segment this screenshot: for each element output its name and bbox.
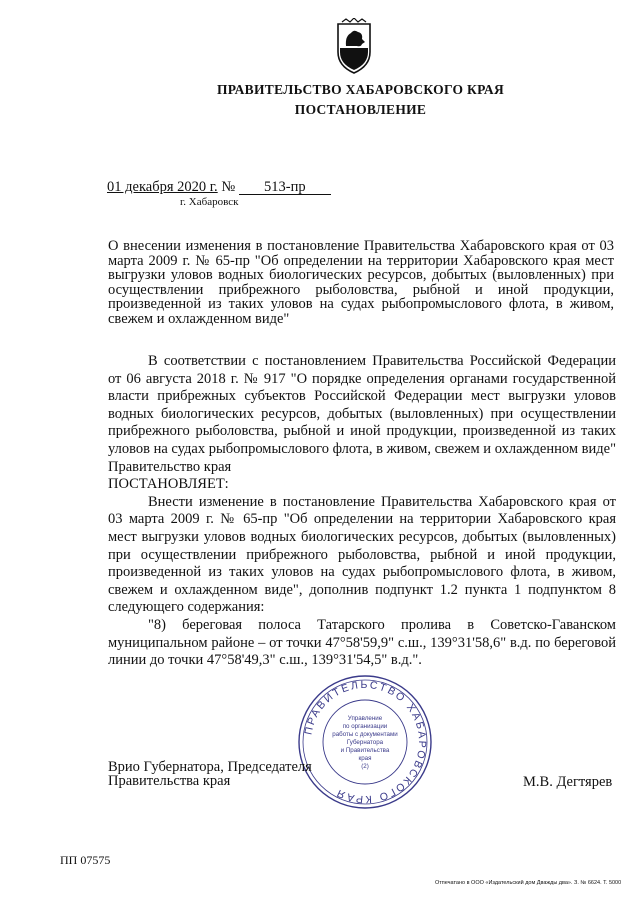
- stamp-line: работы с документами: [332, 731, 398, 738]
- official-stamp: [296, 673, 434, 811]
- printer-imprint: Отпечатано в ООО «Издательский дом Дважды два». З. № 6624. Т. 5000: [435, 880, 622, 886]
- position-line: Врио Губернатора, Председателя: [108, 759, 312, 775]
- document-body: [108, 353, 616, 670]
- stamp-ring-text: ПРАВИТЕЛЬСТВО ХАБАРОВСКОГО КРАЯ: [302, 678, 429, 806]
- coat-of-arms-icon: [332, 18, 376, 76]
- decree-word: ПОСТАНОВЛЯЕТ:: [108, 476, 229, 493]
- document-subject: О внесении изменения в постановление Правительства Хабаровского края от 03 марта 2009 г. № 65-пр "Об определении на территории Хабаровского края мест выгрузки уловов водных биологических ресурсов, добытых (выловленных) при осуществлении прибрежного рыболовства, рыбной и иной продукции, произведенной из таких уловов на судах рыбопромыслового флота, в живом, свежем и охлажденном виде": [108, 238, 614, 327]
- act-number: 513-пр: [239, 180, 331, 195]
- document-code: ПП 07575: [60, 853, 111, 867]
- government-title: ПРАВИТЕЛЬСТВО ХАБАРОВСКОГО КРАЯ: [217, 82, 504, 97]
- number-sign: №: [221, 179, 236, 195]
- stamp-line: Управление: [347, 715, 383, 722]
- signatory-name: М.В. Дегтярев: [523, 774, 613, 790]
- stamp-line: и Правительства: [340, 747, 390, 754]
- item-paragraph: "8) береговая полоса Татарского пролива в Советско-Гаванском муниципальном районе – от точки 47°58'59,9" с.ш., 139°31'58,6" в.д. по береговой линии до точки 47°58'49,3" с.ш., 139°31'54,5" в.д.".: [108, 616, 616, 669]
- act-type-title: ПОСТАНОВЛЕНИЕ: [294, 102, 427, 117]
- stamp-line: края: [358, 755, 372, 762]
- preamble-paragraph: В соответствии с постановлением Правительства Российской Федерации от 06 августа 2018 г. № 917 "О порядке определения органами государственной власти прибрежных субъектов Российской Федерации мест выгрузки уловов водных биологических ресурсов, добытых (выловленных) при осуществлении прибрежного рыболовства, рыбной и иной продукции, произведенной из таких уловов на судах рыбопромыслового флота, в живом, свежем и охлажденном виде" Правительство края: [108, 353, 616, 475]
- date-number-line: [107, 179, 331, 196]
- signatory-position: [108, 760, 312, 788]
- stamp-line: (2): [361, 763, 369, 770]
- position-line: Правительства края: [108, 773, 231, 789]
- city: г. Хабаровск: [180, 196, 239, 208]
- stamp-line: по организации: [342, 723, 388, 730]
- stamp-line: Губернатора: [346, 739, 384, 746]
- operative-paragraph: Внести изменение в постановление Правительства Хабаровского края от 03 марта 2009 г. № 65-пр "Об определении на территории Хабаровского края мест выгрузки уловов водных биологических ресурсов, добытых (выловленных) при осуществлении прибрежного рыболовства, рыбной и иной продукции, произведенной из таких уловов на судах рыбопромыслового флота, в живом, свежем и охлажденном виде", дополнив подпункт 1.2 пункта 1 подпунктом 8 следующего содержания:: [108, 493, 616, 616]
- act-date: 01 декабря 2020 г.: [107, 179, 218, 195]
